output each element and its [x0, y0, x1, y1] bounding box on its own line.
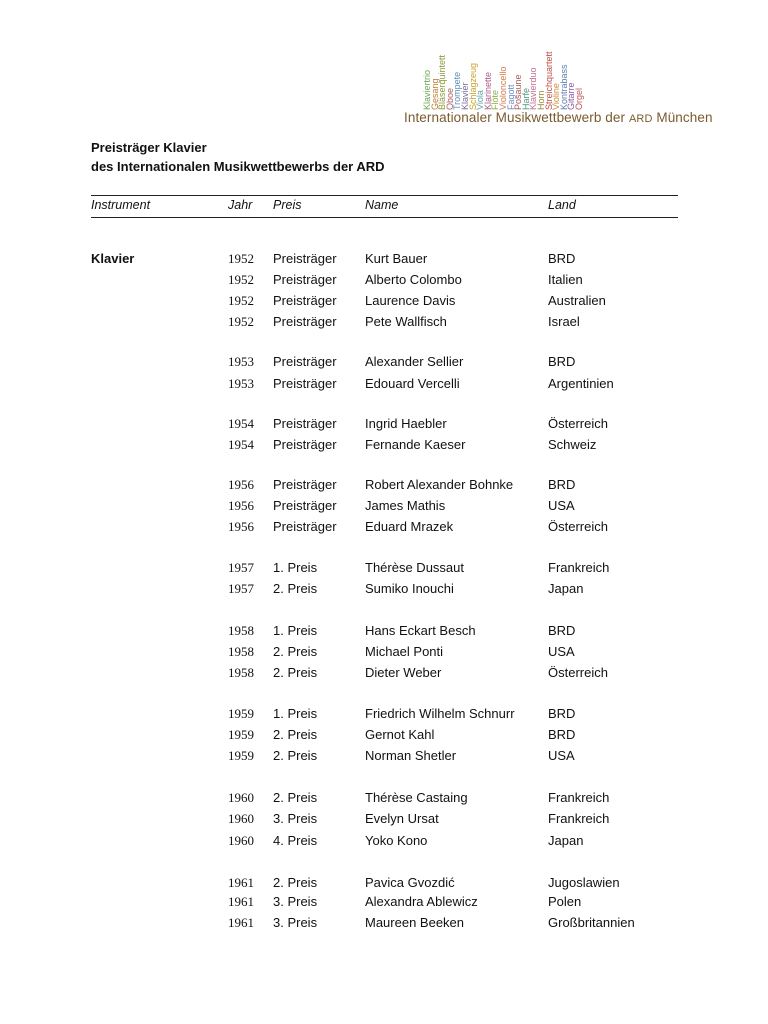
row-prize: Preisträger [273, 293, 337, 308]
row-country: Japan [548, 833, 584, 848]
row-name: Norman Shetler [365, 748, 457, 763]
row-prize: 1. Preis [273, 706, 318, 721]
row-name: Hans Eckart Besch [365, 623, 476, 638]
row-year: 1957 [228, 560, 254, 575]
logo-word: Kontrabass [558, 64, 569, 110]
row-prize: 3. Preis [273, 811, 318, 826]
row-prize: Preisträger [273, 519, 337, 534]
row-prize: 4. Preis [273, 833, 318, 848]
row-year: 1960 [228, 833, 254, 848]
row-country: BRD [548, 623, 576, 638]
row-prize: 2. Preis [273, 644, 318, 659]
row-country: BRD [548, 727, 576, 742]
logo-word: Horn [536, 90, 546, 110]
row-instrument: Klavier [91, 251, 135, 266]
row-year: 1952 [228, 314, 254, 329]
row-name: Robert Alexander Bohnke [365, 477, 514, 492]
row-country: Österreich [548, 416, 608, 431]
row-year: 1956 [228, 477, 254, 492]
row-name: Maureen Beeken [365, 915, 465, 930]
row-prize: Preisträger [273, 314, 337, 329]
row-year: 1956 [228, 519, 254, 534]
row-year: 1961 [228, 915, 254, 930]
row-country: Schweiz [548, 437, 597, 452]
logo-word: Bläserquintett [437, 54, 448, 110]
row-country: Polen [548, 894, 582, 909]
logo-word: Violoncello [498, 66, 508, 110]
header-name: Name [365, 198, 399, 212]
document-title [91, 138, 385, 176]
row-name: James Mathis [365, 498, 446, 513]
row-year: 1957 [228, 581, 254, 596]
row-year: 1959 [228, 706, 254, 721]
row-prize: Preisträger [273, 376, 337, 391]
logo-word: Trompete [452, 71, 463, 110]
header-top-rule [91, 195, 678, 196]
row-name: Ingrid Haebler [365, 416, 447, 431]
row-prize: 2. Preis [273, 875, 318, 890]
header-country: Land [548, 198, 576, 212]
row-name: Eduard Mrazek [365, 519, 454, 534]
logo-word: Gitarre [566, 82, 577, 110]
row-prize: Preisträger [273, 437, 337, 452]
row-name: Yoko Kono [365, 833, 428, 848]
row-name: Sumiko Inouchi [365, 581, 454, 596]
row-name: Fernande Kaeser [365, 437, 466, 452]
row-prize: 1. Preis [273, 560, 318, 575]
row-prize: 1. Preis [273, 623, 318, 638]
row-prize: 2. Preis [273, 665, 318, 680]
row-prize: 2. Preis [273, 727, 318, 742]
row-country: Jugoslawien [548, 875, 620, 890]
row-name: Alexander Sellier [365, 354, 464, 369]
row-country: BRD [548, 251, 576, 266]
row-name: Thérèse Dussaut [365, 560, 464, 575]
row-name: Thérèse Castaing [365, 790, 468, 805]
competition-logo [400, 40, 730, 130]
row-year: 1961 [228, 875, 254, 890]
row-country: USA [548, 644, 575, 659]
row-name: Pete Wallfisch [365, 314, 447, 329]
row-name: Edouard Vercelli [365, 376, 460, 391]
logo-name-end: München [652, 110, 713, 125]
row-year: 1953 [228, 354, 254, 369]
row-year: 1958 [228, 665, 254, 680]
row-prize: Preisträger [273, 498, 337, 513]
row-name: Alberto Colombo [365, 272, 462, 287]
row-name: Kurt Bauer [365, 251, 428, 266]
row-prize: 2. Preis [273, 790, 318, 805]
row-country: Österreich [548, 665, 608, 680]
logo-word: Posaune [513, 74, 524, 110]
logo-word: Schlagzeug [467, 62, 478, 110]
row-country: Japan [548, 581, 584, 596]
row-year: 1958 [228, 644, 254, 659]
row-year: 1958 [228, 623, 254, 638]
logo-word: Harfe [520, 87, 531, 110]
row-country: Israel [548, 314, 580, 329]
row-year: 1960 [228, 790, 254, 805]
row-country: Frankreich [548, 560, 610, 575]
logo-name-ard: ARD [628, 113, 653, 125]
row-country: BRD [548, 477, 576, 492]
row-country: Frankreich [548, 790, 610, 805]
row-country: Österreich [548, 519, 608, 534]
logo-instrument-words [424, 40, 614, 110]
logo-word: Klavier [460, 82, 470, 110]
row-year: 1952 [228, 251, 254, 266]
row-year: 1961 [228, 894, 254, 909]
row-country: Großbritannien [548, 915, 635, 930]
row-name: Dieter Weber [365, 665, 442, 680]
row-year: 1960 [228, 811, 254, 826]
row-prize: 3. Preis [273, 915, 318, 930]
logo-word: Orgel [574, 87, 584, 110]
row-prize: 3. Preis [273, 894, 318, 909]
title-line-2: des Internationalen Musikwettbewerbs der ARD [91, 159, 385, 174]
row-year: 1952 [228, 272, 254, 287]
logo-word: Klaviertrio [422, 69, 432, 110]
row-year: 1956 [228, 498, 254, 513]
logo-word: Klavierduo [528, 67, 539, 110]
row-prize: 2. Preis [273, 748, 318, 763]
logo-word: Oboe [444, 87, 455, 110]
row-country: BRD [548, 354, 576, 369]
row-name: Evelyn Ursat [365, 811, 439, 826]
logo-word: Fagott [505, 84, 516, 110]
row-country: Argentinien [548, 376, 614, 391]
row-prize: Preisträger [273, 416, 337, 431]
row-name: Gernot Kahl [365, 727, 435, 742]
row-year: 1953 [228, 376, 254, 391]
row-prize: Preisträger [273, 477, 337, 492]
title-line-1: Preisträger Klavier [91, 140, 207, 155]
logo-word: Gesang [429, 78, 440, 110]
row-year: 1952 [228, 293, 254, 308]
row-name: Michael Ponti [365, 644, 444, 659]
logo-word: Flöte [490, 89, 501, 110]
row-country: USA [548, 498, 575, 513]
row-name: Alexandra Ablewicz [365, 894, 478, 909]
row-name: Friedrich Wilhelm Schnurr [365, 706, 515, 721]
logo-word: Viola [475, 90, 486, 110]
logo-name-main: Internationaler Musikwettbewerb der [404, 110, 629, 125]
logo-word: Streichquartett [543, 51, 554, 110]
row-year: 1954 [228, 437, 254, 452]
row-year: 1959 [228, 727, 254, 742]
row-country: Australien [548, 293, 606, 308]
logo-word: Violine [551, 83, 562, 110]
row-name: Pavica Gvozdić [365, 875, 455, 890]
row-year: 1959 [228, 748, 254, 763]
row-country: Frankreich [548, 811, 610, 826]
row-country: Italien [548, 272, 583, 287]
row-name: Laurence Davis [365, 293, 456, 308]
row-country: BRD [548, 706, 576, 721]
header-bottom-rule [91, 217, 678, 218]
header-instrument: Instrument [91, 198, 151, 212]
logo-wordmark [404, 110, 713, 125]
row-prize: Preisträger [273, 354, 337, 369]
logo-word: Klarinette [482, 71, 493, 110]
header-prize: Preis [273, 198, 302, 212]
row-prize: Preisträger [273, 272, 337, 287]
header-year: Jahr [228, 198, 253, 212]
row-prize: 2. Preis [273, 581, 318, 596]
row-prize: Preisträger [273, 251, 337, 266]
row-country: USA [548, 748, 575, 763]
row-year: 1954 [228, 416, 254, 431]
